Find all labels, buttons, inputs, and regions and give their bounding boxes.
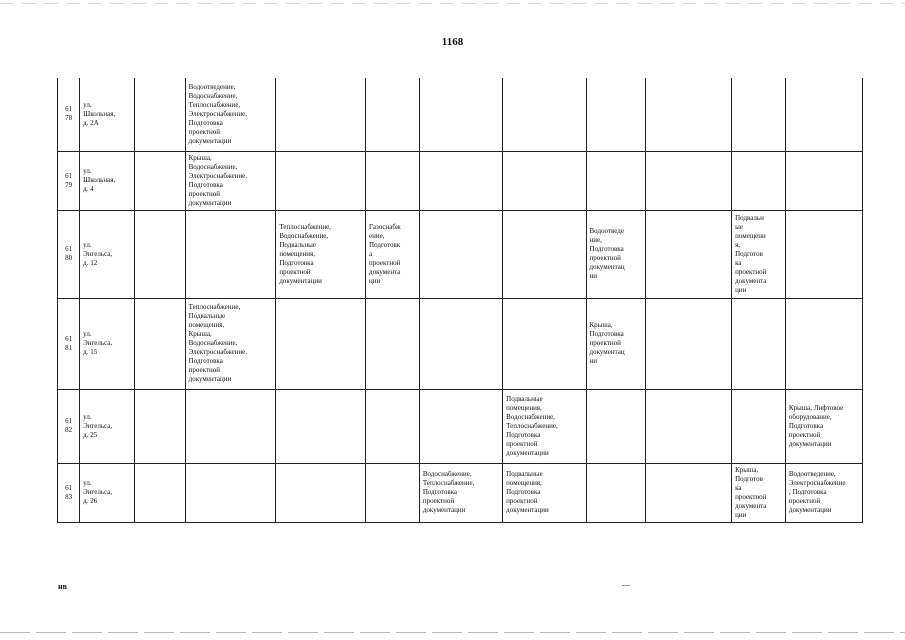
work-cell (586, 389, 645, 463)
work-cell: Газоснабж ение, Подготовк а проектной документа ции (366, 210, 420, 298)
work-cell (366, 151, 420, 210)
work-cell (503, 298, 586, 389)
work-cell (419, 389, 502, 463)
address-cell: ул. Школьная, д. 2А (80, 78, 135, 151)
work-cell (366, 389, 420, 463)
page-number: 1168 (441, 36, 464, 48)
work-cell (366, 463, 420, 522)
work-cell: Крыша, Водоснабжение, Электроснабжение, Подготовка проектной документации (185, 151, 276, 210)
work-cell (276, 78, 366, 151)
row-number: 61 78 (58, 78, 80, 151)
address-cell: ул. Школьная, д. 4 (80, 151, 135, 210)
address-cell: ул. Энгельса, д. 12 (80, 210, 135, 298)
work-cell (645, 210, 732, 298)
scan-artifact-top (0, 3, 905, 4)
row-number: 61 79 (58, 151, 80, 210)
work-cell (503, 210, 586, 298)
work-cell (135, 389, 186, 463)
work-cell (135, 298, 186, 389)
work-cell: Крыша, Подготов ка проектной документа ции (732, 463, 786, 522)
work-cell (185, 210, 276, 298)
address-cell: ул. Энгельса, д. 26 (80, 463, 135, 522)
work-cell: Теплоснабжение, Водоснабжение, Подвальные помещения, Подготовка проектной документации (276, 210, 366, 298)
work-cell (645, 463, 732, 522)
work-cell (276, 298, 366, 389)
work-cell (419, 78, 502, 151)
repair-schedule-table (57, 78, 863, 523)
work-cell (645, 389, 732, 463)
work-cell: Теплоснабжение, Подвальные помещения, Крыша, Водоснабжение, Электроснабжение, Подготовка проектной документации (185, 298, 276, 389)
work-cell: Водоотведение, Водоснабжение, Теплоснабжение, Электроснабжение, Подготовка проектной документации (185, 78, 276, 151)
work-cell (732, 389, 786, 463)
row-number: 61 81 (58, 298, 80, 389)
work-cell (586, 463, 645, 522)
work-cell (732, 298, 786, 389)
work-cell (645, 78, 732, 151)
work-cell (419, 151, 502, 210)
work-cell (785, 298, 862, 389)
work-cell: Подвальн ые помещени я, Подготов ка проектной документа ции (732, 210, 786, 298)
work-cell: Водоотведе ние, Подготовка проектной документац ии (586, 210, 645, 298)
work-cell (586, 151, 645, 210)
address-cell: ул. Энгельса, д. 25 (80, 389, 135, 463)
work-cell (276, 151, 366, 210)
table-row (58, 78, 863, 151)
address-cell: ул. Энгельса, д. 15 (80, 298, 135, 389)
work-cell (732, 151, 786, 210)
work-cell (586, 78, 645, 151)
row-number: 61 82 (58, 389, 80, 463)
work-cell (135, 151, 186, 210)
work-cell (135, 463, 186, 522)
table-row (58, 151, 863, 210)
work-cell (785, 78, 862, 151)
work-cell (135, 78, 186, 151)
work-cell (785, 151, 862, 210)
scan-artifact-bottom (0, 632, 905, 633)
work-cell (276, 389, 366, 463)
work-cell (135, 210, 186, 298)
table-row (58, 210, 863, 298)
footer-code: нв (58, 582, 67, 591)
work-cell (732, 78, 786, 151)
row-number: 61 80 (58, 210, 80, 298)
work-cell: Водоотведение, Электроснабжение , Подготовка проектной документации (785, 463, 862, 522)
work-cell (366, 78, 420, 151)
table-row (58, 389, 863, 463)
work-cell (366, 298, 420, 389)
work-cell: Подвальные помещения, Подготовка проектной документации (503, 463, 586, 522)
work-cell: Крыша, Подготовка проектной документац ии (586, 298, 645, 389)
work-cell (785, 210, 862, 298)
scan-artifact-mark (622, 585, 630, 586)
work-cell: Водоснабжение, Теплоснабжение, Подготовка проектной документации (419, 463, 502, 522)
row-number: 61 83 (58, 463, 80, 522)
work-cell (276, 463, 366, 522)
work-cell (645, 151, 732, 210)
work-cell (419, 210, 502, 298)
work-cell (503, 151, 586, 210)
work-cell (185, 389, 276, 463)
table-row (58, 298, 863, 389)
work-cell (185, 463, 276, 522)
work-cell (419, 298, 502, 389)
table-row (58, 463, 863, 522)
work-cell (645, 298, 732, 389)
work-cell: Крыша, Лифтовое оборудование, Подготовка проектной документации (785, 389, 862, 463)
work-cell: Подвальные помещения, Водоснабжение, Теплоснабжение, Подготовка проектной документации (503, 389, 586, 463)
work-cell (503, 78, 586, 151)
